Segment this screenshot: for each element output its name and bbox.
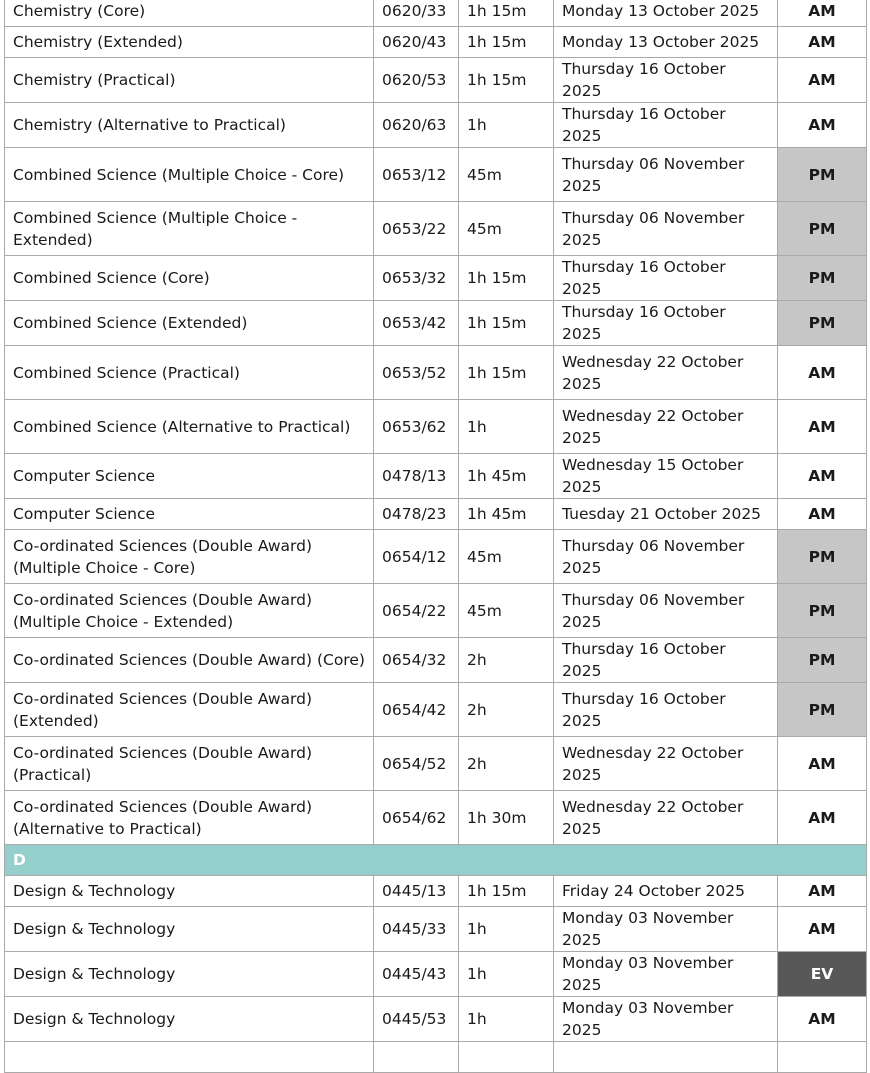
duration-cell — [459, 1042, 554, 1073]
code-cell: 0478/23 — [374, 499, 459, 530]
duration-cell: 2h — [459, 737, 554, 791]
code-cell: 0654/32 — [374, 638, 459, 683]
subject-cell: Computer Science — [5, 454, 374, 499]
code-cell: 0654/22 — [374, 584, 459, 638]
duration-cell: 45m — [459, 148, 554, 202]
date-cell: Thursday 16 October 2025 — [554, 58, 778, 103]
subject-cell: Co-ordinated Sciences (Double Award) (Practical) — [5, 737, 374, 791]
code-cell: 0653/42 — [374, 301, 459, 346]
code-cell — [374, 1042, 459, 1073]
code-cell: 0653/52 — [374, 346, 459, 400]
code-cell: 0653/62 — [374, 400, 459, 454]
session-cell: AM — [778, 103, 867, 148]
session-cell: PM — [778, 584, 867, 638]
code-cell: 0653/12 — [374, 148, 459, 202]
session-cell: AM — [778, 997, 867, 1042]
date-cell: Thursday 16 October 2025 — [554, 256, 778, 301]
session-cell: PM — [778, 530, 867, 584]
date-cell: Wednesday 22 October 2025 — [554, 791, 778, 845]
duration-cell: 1h — [459, 103, 554, 148]
subject-cell — [5, 1042, 374, 1073]
table-row — [5, 530, 867, 584]
subject-cell: Combined Science (Extended) — [5, 301, 374, 346]
session-cell: AM — [778, 499, 867, 530]
date-cell: Wednesday 22 October 2025 — [554, 346, 778, 400]
table-row — [5, 301, 867, 346]
session-cell: PM — [778, 202, 867, 256]
duration-cell: 45m — [459, 202, 554, 256]
session-cell: AM — [778, 346, 867, 400]
date-cell: Thursday 06 November 2025 — [554, 584, 778, 638]
table-row — [5, 454, 867, 499]
date-cell: Thursday 16 October 2025 — [554, 683, 778, 737]
date-cell: Thursday 06 November 2025 — [554, 530, 778, 584]
subject-cell: Co-ordinated Sciences (Double Award) (Extended) — [5, 683, 374, 737]
table-row — [5, 638, 867, 683]
date-cell: Thursday 16 October 2025 — [554, 638, 778, 683]
code-cell: 0445/13 — [374, 876, 459, 907]
duration-cell: 2h — [459, 683, 554, 737]
code-cell: 0620/63 — [374, 103, 459, 148]
date-cell — [554, 1042, 778, 1073]
section-header-row — [5, 845, 867, 876]
table-row — [5, 202, 867, 256]
duration-cell: 1h 45m — [459, 454, 554, 499]
subject-cell: Combined Science (Multiple Choice - Core) — [5, 148, 374, 202]
code-cell: 0654/52 — [374, 737, 459, 791]
subject-cell: Co-ordinated Sciences (Double Award) (Multiple Choice - Extended) — [5, 584, 374, 638]
duration-cell: 1h 15m — [459, 346, 554, 400]
date-cell: Friday 24 October 2025 — [554, 876, 778, 907]
subject-cell: Chemistry (Practical) — [5, 58, 374, 103]
table-row — [5, 907, 867, 952]
table-row — [5, 0, 867, 27]
code-cell: 0654/62 — [374, 791, 459, 845]
date-cell: Wednesday 15 October 2025 — [554, 454, 778, 499]
code-cell: 0653/32 — [374, 256, 459, 301]
session-cell: AM — [778, 0, 867, 27]
code-cell: 0654/42 — [374, 683, 459, 737]
code-cell: 0620/33 — [374, 0, 459, 27]
table-row — [5, 683, 867, 737]
table-row — [5, 27, 867, 58]
subject-cell: Co-ordinated Sciences (Double Award) (Multiple Choice - Core) — [5, 530, 374, 584]
duration-cell: 45m — [459, 530, 554, 584]
subject-cell: Design & Technology — [5, 997, 374, 1042]
code-cell: 0445/53 — [374, 997, 459, 1042]
session-cell: PM — [778, 301, 867, 346]
code-cell: 0478/13 — [374, 454, 459, 499]
date-cell: Monday 13 October 2025 — [554, 27, 778, 58]
duration-cell: 1h 15m — [459, 0, 554, 27]
session-cell: PM — [778, 148, 867, 202]
date-cell: Wednesday 22 October 2025 — [554, 737, 778, 791]
date-cell: Monday 03 November 2025 — [554, 997, 778, 1042]
duration-cell: 2h — [459, 638, 554, 683]
subject-cell: Design & Technology — [5, 876, 374, 907]
duration-cell: 45m — [459, 584, 554, 638]
date-cell: Monday 03 November 2025 — [554, 952, 778, 997]
duration-cell: 1h — [459, 907, 554, 952]
session-cell: AM — [778, 454, 867, 499]
section-letter: D — [5, 845, 867, 876]
subject-cell: Chemistry (Extended) — [5, 27, 374, 58]
duration-cell: 1h 30m — [459, 791, 554, 845]
code-cell: 0445/33 — [374, 907, 459, 952]
session-cell: AM — [778, 27, 867, 58]
session-cell: AM — [778, 737, 867, 791]
table-row — [5, 148, 867, 202]
table-row — [5, 58, 867, 103]
duration-cell: 1h 45m — [459, 499, 554, 530]
subject-cell: Design & Technology — [5, 952, 374, 997]
table-row — [5, 584, 867, 638]
duration-cell: 1h 15m — [459, 58, 554, 103]
duration-cell: 1h 15m — [459, 256, 554, 301]
subject-cell: Combined Science (Multiple Choice - Extended) — [5, 202, 374, 256]
exam-timetable — [4, 0, 867, 1073]
table-row — [5, 952, 867, 997]
duration-cell: 1h 15m — [459, 876, 554, 907]
session-cell: EV — [778, 952, 867, 997]
code-cell: 0654/12 — [374, 530, 459, 584]
timetable-body — [5, 0, 867, 1073]
duration-cell: 1h 15m — [459, 27, 554, 58]
date-cell: Thursday 06 November 2025 — [554, 148, 778, 202]
session-cell: PM — [778, 683, 867, 737]
table-row — [5, 997, 867, 1042]
table-row — [5, 791, 867, 845]
session-cell: AM — [778, 907, 867, 952]
session-cell: AM — [778, 791, 867, 845]
session-cell: PM — [778, 638, 867, 683]
subject-cell: Co-ordinated Sciences (Double Award) (Alternative to Practical) — [5, 791, 374, 845]
table-row — [5, 1042, 867, 1073]
date-cell: Wednesday 22 October 2025 — [554, 400, 778, 454]
date-cell: Thursday 16 October 2025 — [554, 301, 778, 346]
subject-cell: Computer Science — [5, 499, 374, 530]
code-cell: 0653/22 — [374, 202, 459, 256]
table-row — [5, 400, 867, 454]
subject-cell: Co-ordinated Sciences (Double Award) (Core) — [5, 638, 374, 683]
subject-cell: Combined Science (Practical) — [5, 346, 374, 400]
code-cell: 0620/53 — [374, 58, 459, 103]
code-cell: 0620/43 — [374, 27, 459, 58]
table-row — [5, 499, 867, 530]
table-row — [5, 876, 867, 907]
session-cell: AM — [778, 876, 867, 907]
duration-cell: 1h — [459, 997, 554, 1042]
duration-cell: 1h — [459, 952, 554, 997]
duration-cell: 1h — [459, 400, 554, 454]
duration-cell: 1h 15m — [459, 301, 554, 346]
subject-cell: Chemistry (Alternative to Practical) — [5, 103, 374, 148]
subject-cell: Design & Technology — [5, 907, 374, 952]
table-row — [5, 256, 867, 301]
date-cell: Thursday 06 November 2025 — [554, 202, 778, 256]
table-row — [5, 103, 867, 148]
subject-cell: Combined Science (Alternative to Practical) — [5, 400, 374, 454]
session-cell — [778, 1042, 867, 1073]
subject-cell: Chemistry (Core) — [5, 0, 374, 27]
date-cell: Monday 03 November 2025 — [554, 907, 778, 952]
date-cell: Thursday 16 October 2025 — [554, 103, 778, 148]
code-cell: 0445/43 — [374, 952, 459, 997]
subject-cell: Combined Science (Core) — [5, 256, 374, 301]
session-cell: PM — [778, 256, 867, 301]
table-row — [5, 346, 867, 400]
date-cell: Monday 13 October 2025 — [554, 0, 778, 27]
table-row — [5, 737, 867, 791]
session-cell: AM — [778, 58, 867, 103]
date-cell: Tuesday 21 October 2025 — [554, 499, 778, 530]
session-cell: AM — [778, 400, 867, 454]
